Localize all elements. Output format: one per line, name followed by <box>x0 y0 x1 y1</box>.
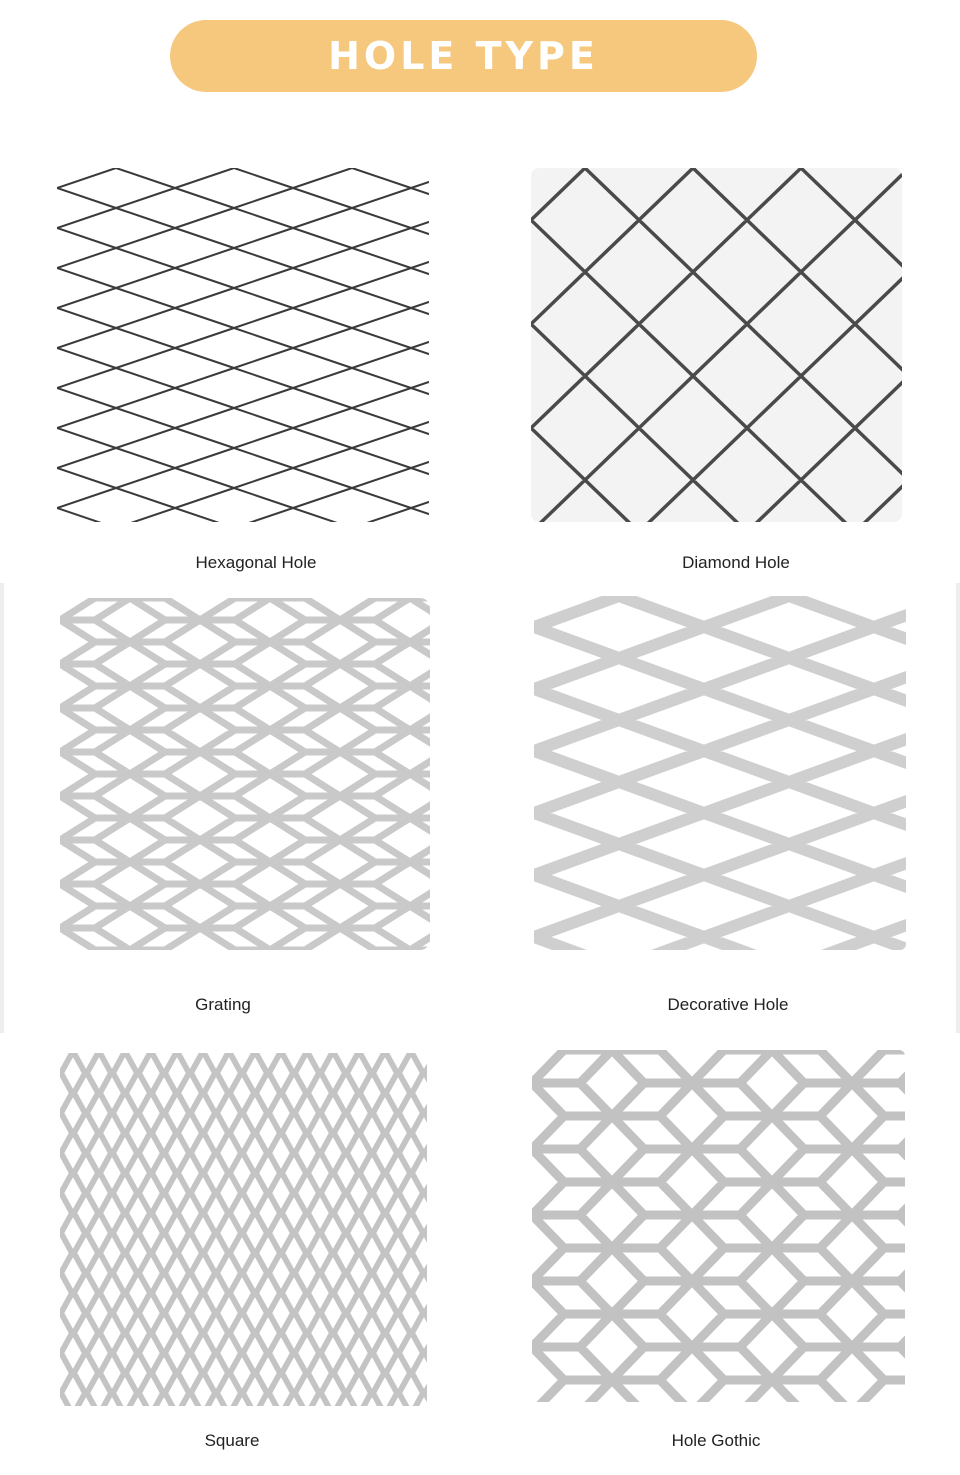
right-edge-divider <box>956 583 960 1033</box>
diamond-hole-image <box>531 168 902 522</box>
left-edge-divider <box>0 583 4 1033</box>
hole-type-banner <box>170 20 757 92</box>
grating-caption: Grating <box>195 995 251 1014</box>
square-image <box>60 1053 427 1406</box>
hexagonal-hole-caption: Hexagonal Hole <box>195 553 317 572</box>
hole-gothic-image <box>532 1050 905 1402</box>
banner-title: HOLE TYPE <box>328 34 599 78</box>
hole-gothic-caption: Hole Gothic <box>671 1431 761 1450</box>
decorative-hole-image <box>534 596 906 950</box>
square-caption: Square <box>204 1431 260 1450</box>
decorative-hole-caption: Decorative Hole <box>667 995 789 1014</box>
hexagonal-hole-image <box>57 168 429 522</box>
diamond-hole-caption: Diamond Hole <box>682 553 790 572</box>
grating-image <box>60 598 430 950</box>
